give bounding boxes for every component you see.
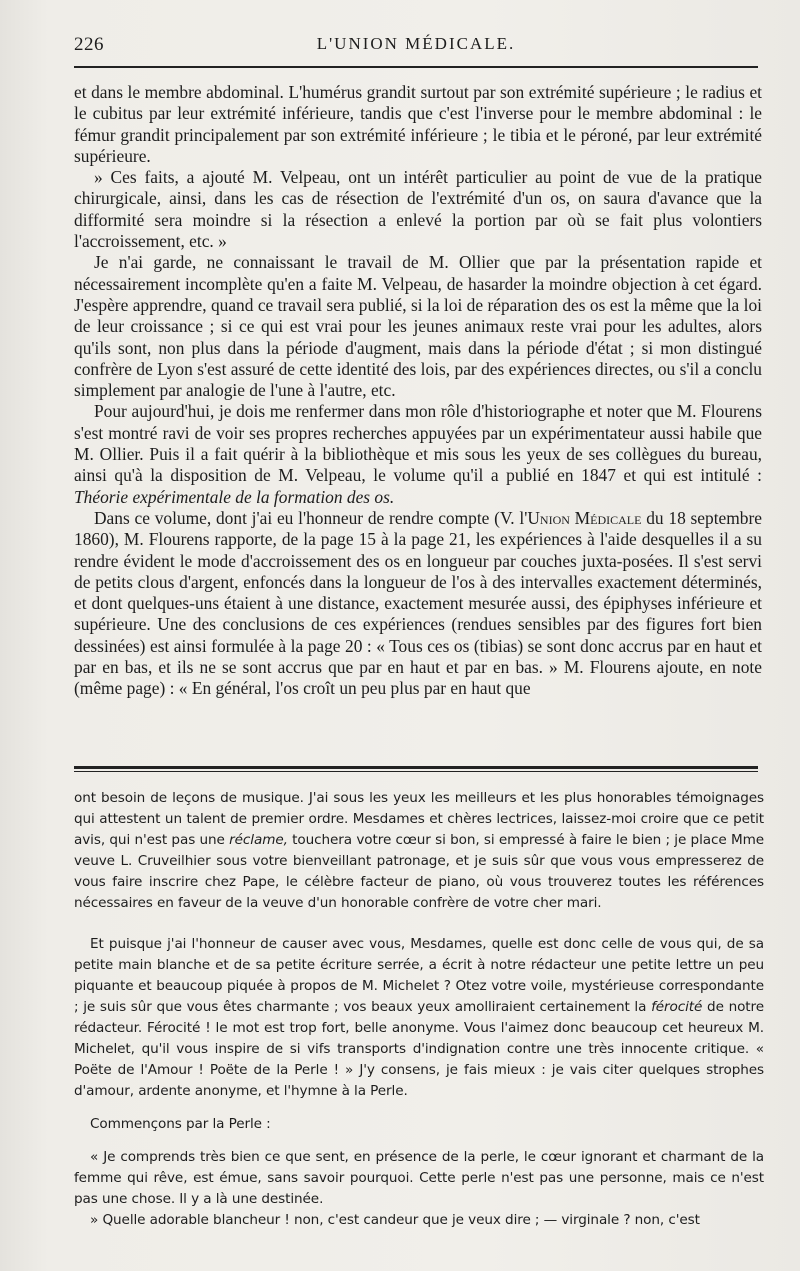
article-paragraph-4-text: Pour aujourd'hui, je dois me renfermer dans mon rôle d'historiographe et noter que M. Flourens s'est montré ravi de voir ses propres recherches appuyées par un expérimentateur aussi habile que M. Ollier. Puis il a fait quérir à la bibliothèque et mis sous les yeux de ses collègues du bureau, ainsi qu'à la disposition de M. Velpeau, le volume qu'il a publié en 1847 et qui est intitulé : xyxy=(74,401,762,486)
feuilleton-paragraph-3: Commençons par la Perle : xyxy=(90,1116,271,1132)
book-title: Théorie expérimentale de la formation des os. xyxy=(74,486,395,507)
feuilleton-paragraph-5: » Quelle adorable blancheur ! non, c'est candeur que je veux dire ; — virginale ? non, c'est xyxy=(90,1212,700,1228)
feuilleton-paragraph-4: « Je comprends très bien ce que sent, en présence de la perle, le cœur ignorant et charmant de la femme qui rêve, est émue, sans savoir pourquoi. Cette perle n'est pas une personne, mais ce n'est pas une chose. Il y a là une destinée. xyxy=(74,1149,764,1207)
feuilleton-rule-thick xyxy=(74,766,758,769)
paragraph-gap xyxy=(74,1135,764,1147)
feuilleton-paragraph-1 xyxy=(74,788,764,914)
article-paragraph-5-start: Dans ce volume, dont j'ai eu l'honneur de rendre compte (V. l' xyxy=(94,507,528,528)
journal-reference: Union Médicale xyxy=(527,507,642,528)
article-paragraph-1: et dans le membre abdominal. L'humérus grandit surtout par son extrémité supérieure ; le radius et le cubitus par leur extrémité inférieure, tandis que c'est l'inverse pour le membre abdominal : le fémur grandit principalement par son extrémité inférieure ; le tibia et le péroné, par leur extrémité supérieure. xyxy=(74,82,762,166)
article-paragraph-5 xyxy=(74,508,762,700)
journal-title: L'UNION MÉDICALE. xyxy=(316,34,516,53)
page-header xyxy=(74,34,758,66)
feuilleton-paragraph-1-rest: touchera votre cœur si bon, si empressé à faire le bien ; je place Mme veuve L. Cruveilhier sous votre bienveillant patronage, et je suis sûr que vous vous empresserez de vous faire inscrire chez Pape, le célèbre facteur de piano, où vous trouverez toutes les références nécessaires en faveur de la veuve d'un honorable confrère de votre cher mari. xyxy=(74,832,765,911)
article-paragraph-3: Je n'ai garde, ne connaissant le travail de M. Ollier que par la présentation rapide et nécessairement incomplète qu'en a faite M. Velpeau, de hasarder la moindre objection à cet égard. J'espère apprendre, quand ce travail sera publié, si la loi de réparation des os est la même que la loi de leur croissance ; si ce qui est vrai pour les jeunes animaux reste vrai pour les adultes, alors qu'ils sont, non plus dans la période d'augment, mais dans la période d'état ; si mon distingué confrère de Lyon s'est assuré de cette identité des lois, par des expériences directes, ou s'il a conclu simplement par analogie de l'une à l'autre, etc. xyxy=(74,252,762,401)
paragraph-gap xyxy=(74,914,764,934)
feuilleton-paragraph-2-start: Et puisque j'ai l'honneur de causer avec vous, Mesdames, quelle est donc celle de vous qui, de sa petite main blanche et de sa petite écriture serrée, a écrit à notre rédacteur une petite lettre un peu piquante et beaucoup piquée à propos de M. Michelet ? Otez votre voile, mystérieuse correspondante ; je suis sûr que vous êtes charmante ; vos beaux yeux amolliraient certainement la xyxy=(74,936,764,1015)
feuilleton-rule-thin xyxy=(74,771,758,772)
feuilleton-section xyxy=(74,788,764,1231)
feuilleton-paragraph-2 xyxy=(74,934,764,1102)
page-number: 226 xyxy=(74,34,104,55)
header-rule xyxy=(74,66,758,68)
article-paragraph-2: » Ces faits, a ajouté M. Velpeau, ont un intérêt particulier au point de vue de la pratique chirurgicale, ainsi, dans les cas de résection de l'extrémité d'un os, on saura d'avance que la difformité sera moindre si la résection a enlevé la portion par où se fait plus volontiers l'accroissement, etc. » xyxy=(74,167,762,252)
main-article xyxy=(74,82,762,700)
feuilleton-paragraph-1-start: ont besoin de leçons de musique. J'ai sous les yeux les meilleurs et les plus honorables témoignages qui attestent un talent de premier ordre. Mesdames et chères lectrices, laissez-moi croire que ce petit avis, qui n'est pas une xyxy=(74,790,764,848)
feuilleton-paragraph-2-rest: de notre rédacteur. Férocité ! le mot est trop fort, belle anonyme. Vous l'aimez donc beaucoup cet heureux M. Michelet, qu'il vous inspire de si vifs transports d'indignation contre une très innocente critique. « Poëte de l'Amour ! Poëte de la Perle ! » J'y consens, je fais mieux : je vais citer quelques strophes d'amour, ardente anonyme, et l'hymne à la Perle. xyxy=(74,999,764,1099)
italic-reclame: réclame, xyxy=(229,832,288,848)
italic-ferocite: férocité xyxy=(651,999,703,1015)
paragraph-gap xyxy=(74,1102,764,1114)
article-paragraph-4 xyxy=(74,401,762,507)
article-paragraph-5-rest: du 18 septembre 1860), M. Flourens rapporte, de la page 15 à la page 21, les expériences à l'aide desquelles il a su rendre évident le mode d'accroissement des os en longueur par couches juxta-posées. Il s'est servi de petits clous d'argent, enfoncés dans la longueur de l'os à des intervalles exactement déterminés, et dont quelques-uns étaient à une distance, exactement mesurée aussi, des épiphyses inférieure et supérieure. Une des conclusions de ces expériences (rendues sensibles par des figures fort bien dessinées) est ainsi formulée à la page 20 : « Tous ces os (tibias) se sont donc accrus par en haut et par en bas, et ils ne se sont accrus que par en haut et par en bas. » M. Flourens ajoute, en note (même page) : « En général, l'os croît un peu plus par en haut que xyxy=(74,507,762,699)
